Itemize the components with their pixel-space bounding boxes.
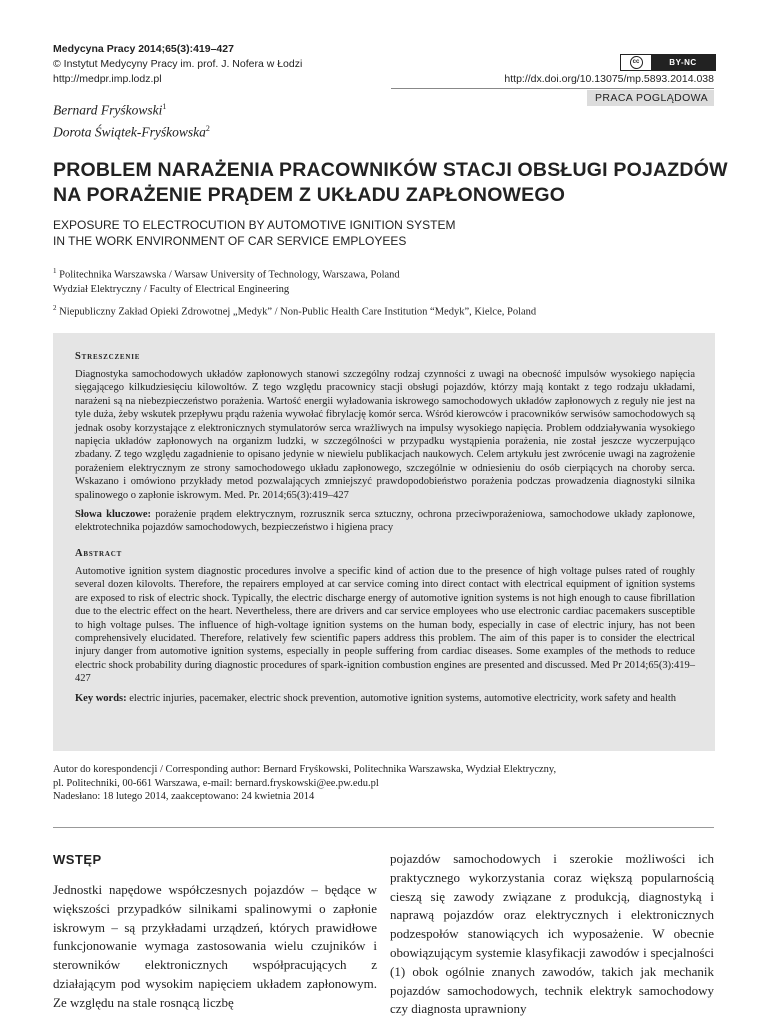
affiliation-1: $^1$ Politechnika Warszawska / Warsaw University of Technology, Warszawa, Poland [53, 267, 400, 281]
streszczenie-heading: Streszczenie [75, 351, 141, 362]
correspondence-line-1: Autor do korespondencji / Corresponding author: Bernard Fryśkowski, Politechnika Warszawska, Wydział Elektryczny, [53, 764, 557, 775]
journal-title: Medycyna Pracy 2014;65(3):419–427 [53, 43, 234, 55]
correspondence-dates: Nadesłano: 18 lutego 2014, zaakceptowano: 24 kwietnia 2014 [53, 791, 315, 803]
journal-info [53, 42, 302, 87]
key-words: Key words: electric injuries, pacemaker, electric shock prevention, automotive ignition systems, automotive electricity, work safety and health [75, 692, 677, 704]
cc-icon: cc [621, 55, 651, 70]
abstract-heading: Abstract [75, 548, 123, 559]
article-title-en: EXPOSURE TO ELECTROCUTION BY AUTOMOTIVE IGNITION SYSTEM IN THE WORK ENVIRONMENT OF CAR SERVICE EMPLOYEES [53, 218, 456, 248]
license-label: BY-NC [651, 55, 715, 70]
section-heading-wstep: WSTĘP [53, 852, 102, 867]
abstract-box [53, 333, 715, 751]
cc-license-badge[interactable] [620, 54, 716, 71]
article-type-label: PRACA POGLĄDOWA [587, 90, 714, 106]
body-column-left: Jednostki napędowe współczesnych pojazdów – będące w większości przypadków silnikami spalinowymi o zapłonie iskrowym – są przykładami urządzeń, których prawidłowe funkcjonowanie wymaga zastosowania wielu czujników i sterowników elektronicznych współpracujących z działającym pod wysokim napięciem układem zapłonowym. Ze względu na stale rosnącą liczbę [53, 882, 377, 1010]
correspondence [53, 763, 693, 804]
correspondence-line-2: pl. Politechniki, 00-661 Warszawa, e-mail: bernard.fryskowski@ee.pw.edu.pl [53, 777, 379, 789]
publisher: © Instytut Medycyny Pracy im. prof. J. Nofera w Łodzi [53, 58, 303, 70]
section-divider [53, 827, 714, 828]
header-divider [391, 88, 714, 89]
abstract-text: Automotive ignition system diagnostic procedures involve a specific kind of action due to the presence of high voltage pulses rated of roughly several dozen kilovolts. Therefore, the repairers employed at car service coming into direct contact with electrical equipment of ignition systems are exposed to risk of electric shock. Typically, the electric discharge energy of automotive ignition systems is not high enough to cause fibrillation due to the electric effect on the heart. Nevertheless, there are drivers and car service employees who use electronic cardiac pacemakers susceptible to high voltage pulses. The influence of high-voltage ignition systems on the human body, especially in case of electric injury, has not been comprehensively elucidated. Therefore, relatively few scientific papers address this problem. The aim of this paper is to consider the electrical injury danger from automotive ignition systems, especially in people suffering from cardiac diseases. Some examples of the methods to reduce electric shock probability during diagnostic procedures of spark-ignition combustion engines are presented and discussed. Med Pr 2014;65(3):419–427 [75, 566, 695, 685]
journal-url[interactable]: http://medpr.imp.lodz.pl [53, 73, 162, 85]
author-1: Bernard Fryśkowski$^1$ [53, 102, 167, 118]
body-column-right: pojazdów samochodowych i szerokie możliwości ich praktycznego wykorzystania coraz większą popularnością cieszą się zawody związane z produkcją, diagnostyką i naprawą pojazdów oraz elektrycznych i elektronicznych podzespołów stanowiących ich wyposażenie. W obecnie obowiązującym systemie klasyfikacji zawodów i specjalności (1) obok ogólnie znanych zawodów, takich jak mechanik pojazdów samochodowych, technik elektryk samochodowy czy diagnosta uprawniony [390, 851, 714, 1017]
authors [53, 98, 210, 141]
streszczenie-text: Diagnostyka samochodowych układów zapłonowych stanowi szczególny rodzaj czynności z uwagi na obecność impulsów wysokiego napięcia sięgającego kilkudziesięciu kilowoltów. Z tego względu pracownicy stacji obsługi pojazdów, którzy mają kontakt z tego rodzaju układami, narażeni są na niebezpieczeństwo porażenia. Wartość energii wyładowania iskrowego samochodowych układów zapłonowych z reguły nie jest na tyle duża, żeby wskutek przepływu prądu rażenia wywołać fibrylację komór serca. Wśród kierowców i pracowników serwisów samochodowych są jednak osoby korzystające z elektronicznych stymulatorów serca wrażliwych na impulsy wysokiego napięcia. Problem oddziaływania wysokiego napięcia układów zapłonowych na organizm ludzki, w szczególności w przypadku wystąpienia porażenia, nie został jeszcze wyczerpująco zbadany. Z tego względu zagadnienie to opisano jedynie w niewielu publikacjach naukowych. Celem artykułu jest zwrócenie uwagi na zagrożenie porażeniem elektrycznym ze strony samochodowego układu zapłonowego, szczególnie w odniesieniu do osób cierpiących na choroby serca. Wskazano i omówiono przykłady metod pozwalających zmniejszyć prawdopodobieństwo porażenia podczas prowadzenia diagnostyki silnika spalinowego o zapłonie iskrowym. Med. Pr. 2014;65(3):419–427 [75, 369, 695, 501]
affiliations [53, 264, 536, 319]
doi-link[interactable]: http://dx.doi.org/10.13075/mp.5893.2014.038 [504, 73, 714, 85]
abstract-section [75, 548, 695, 705]
author-2: Dorota Świątek-Fryśkowska$^2$ [53, 123, 210, 139]
article-title-pl: PROBLEM NARAŻENIA PRACOWNIKÓW STACJI OBSŁUGI POJAZDÓW NA PORAŻENIE PRĄDEM Z UKŁADU ZAPŁONOWEGO [53, 159, 728, 206]
affiliation-2: $^2$ Niepubliczny Zakład Opieki Zdrowotnej „Medyk” / Non-Public Health Care Institution “Medyk”, Kielce, Poland [53, 303, 537, 317]
affiliation-1-dept: Wydział Elektryczny / Faculty of Electrical Engineering [53, 283, 290, 295]
slowa-kluczowe: Słowa kluczowe: porażenie prądem elektrycznym, rozrusznik serca sztuczny, ochrona przeciwporażeniowa, samochodowe układy zapłonowe, elektrotechnika pojazdów samochodowych, bezpieczeństwo i higiena pracy [75, 509, 695, 534]
streszczenie-section [75, 351, 695, 535]
